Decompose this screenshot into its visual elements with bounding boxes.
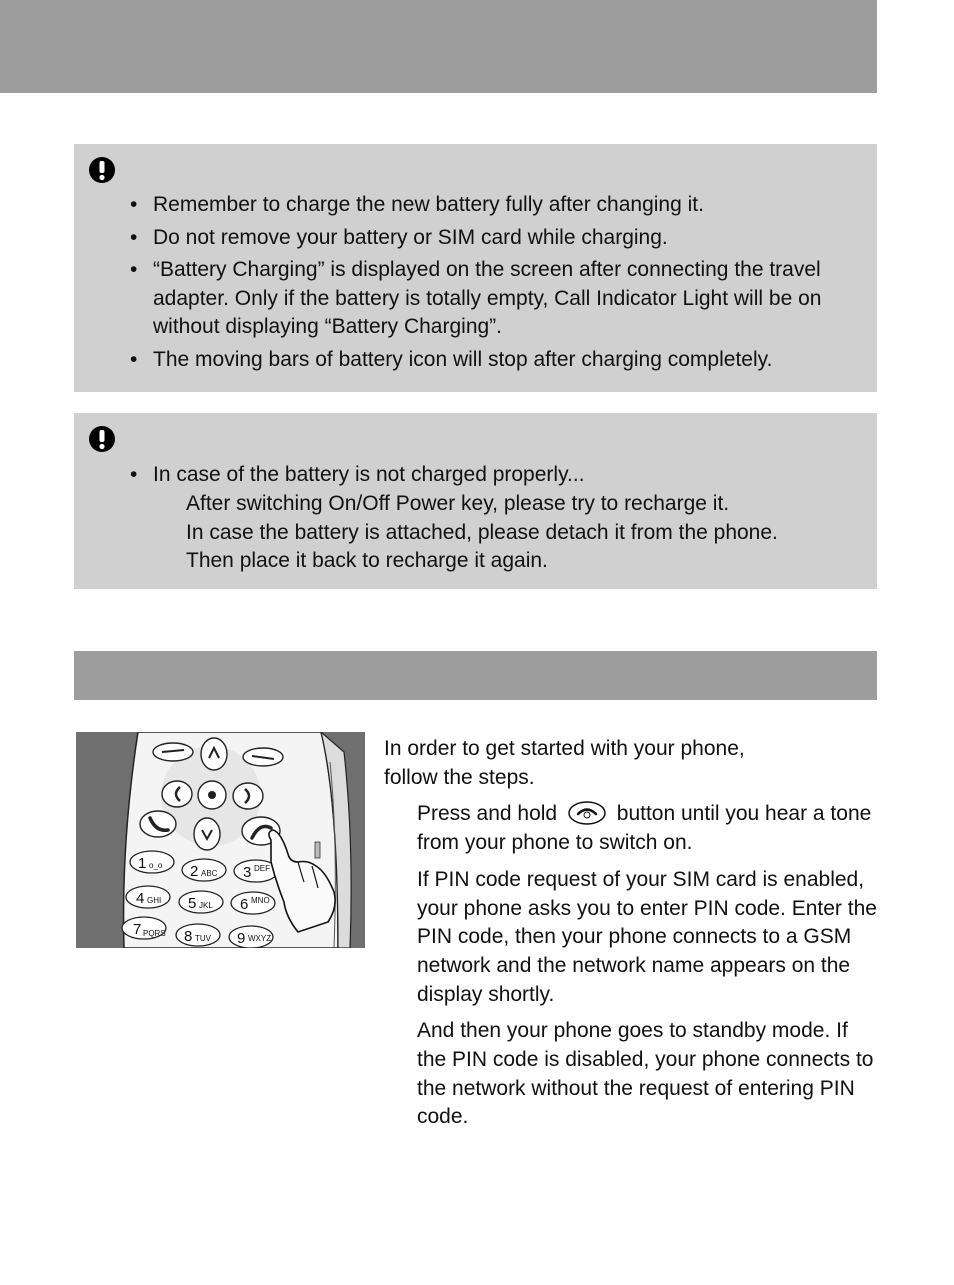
step-line: In case the battery is attached, please detach it from the phone. xyxy=(186,520,778,544)
exclamation-icon xyxy=(88,425,116,453)
section-header-band xyxy=(74,651,877,700)
key-4-digit: 4 xyxy=(136,890,145,907)
troubleshooting-list xyxy=(74,461,874,490)
step-line: After switching On/Off Power key, please try to recharge it. xyxy=(186,492,730,515)
charging-notes-box xyxy=(74,144,877,392)
troubleshooting-box xyxy=(74,413,877,589)
key-2-letters: ABC xyxy=(201,869,218,878)
bullet-text: Remember to charge the new battery fully after changing it. xyxy=(153,193,704,216)
key-8-letters: TUV xyxy=(195,934,211,943)
list-item: • “Battery Charging” is displayed on the screen after connecting the travel adapter. Only if the battery is totally empty, Call Indicator Light will be on without displaying “Battery Charging”. xyxy=(130,258,822,338)
bullet-text: “Battery Charging” is displayed on the screen after connecting the travel adapter. Only if the battery is totally empty, Call Indicator Light will be on without displaying “Battery Charging”. xyxy=(153,258,822,338)
list-item: • In case of the battery is not charged properly... xyxy=(130,463,585,486)
top-header-band xyxy=(0,0,877,93)
step-line: Then place it back to recharge it again. xyxy=(186,549,548,572)
key-3-letters: DEF xyxy=(254,864,270,873)
troubleshooting-steps xyxy=(74,490,778,576)
step-power-on xyxy=(384,800,877,857)
phone-keypad-illustration xyxy=(76,732,365,948)
list-item: • Do not remove your battery or SIM card while charging. xyxy=(130,225,668,249)
key-7-digit: 7 xyxy=(133,921,142,938)
key-9-digit: 9 xyxy=(237,930,246,947)
list-item: • The moving bars of battery icon will stop after charging completely. xyxy=(130,347,773,371)
key-7-letters: PQRS xyxy=(143,929,166,938)
charging-notes-list xyxy=(74,191,874,378)
key-6-digit: 6 xyxy=(240,896,249,913)
key-4-letters: GHI xyxy=(147,896,162,905)
key-6-letters: MNO xyxy=(251,896,270,905)
end-call-power-icon xyxy=(567,800,607,826)
key-9-letters: WXYZ xyxy=(248,934,272,943)
step-standby: And then your phone goes to standby mode. If the PIN code is disabled, your phone connects to the network without the request of entering PIN code. xyxy=(417,1019,874,1129)
key-3-digit: 3 xyxy=(243,864,252,881)
key-1-letters: o_o xyxy=(149,861,163,870)
key-5-digit: 5 xyxy=(188,895,197,912)
key-1-digit: 1 xyxy=(138,855,147,872)
exclamation-icon xyxy=(88,156,116,184)
step1-text-end: button until you hear a tone from your phone to switch on. xyxy=(417,802,872,855)
intro-paragraph: In order to get started with your phone, follow the steps. xyxy=(384,737,745,789)
bullet-text: In case of the battery is not charged properly... xyxy=(153,463,585,486)
step-pin-code: If PIN code request of your SIM card is enabled, your phone asks you to enter PIN code. Enter the PIN code, then your phone connects to a GSM network and the network name appears on the display shortly. xyxy=(417,867,877,1006)
bullet-text: The moving bars of battery icon will stop after charging completely. xyxy=(153,347,773,371)
step1-text-start: Press and hold xyxy=(417,802,558,826)
key-8-digit: 8 xyxy=(184,928,193,945)
getting-started-text xyxy=(384,735,884,1140)
key-2-digit: 2 xyxy=(190,863,199,880)
list-item: • Remember to charge the new battery fully after changing it. xyxy=(130,193,704,216)
key-5-letters: JKL xyxy=(199,901,213,910)
bullet-text: Do not remove your battery or SIM card while charging. xyxy=(153,225,668,249)
